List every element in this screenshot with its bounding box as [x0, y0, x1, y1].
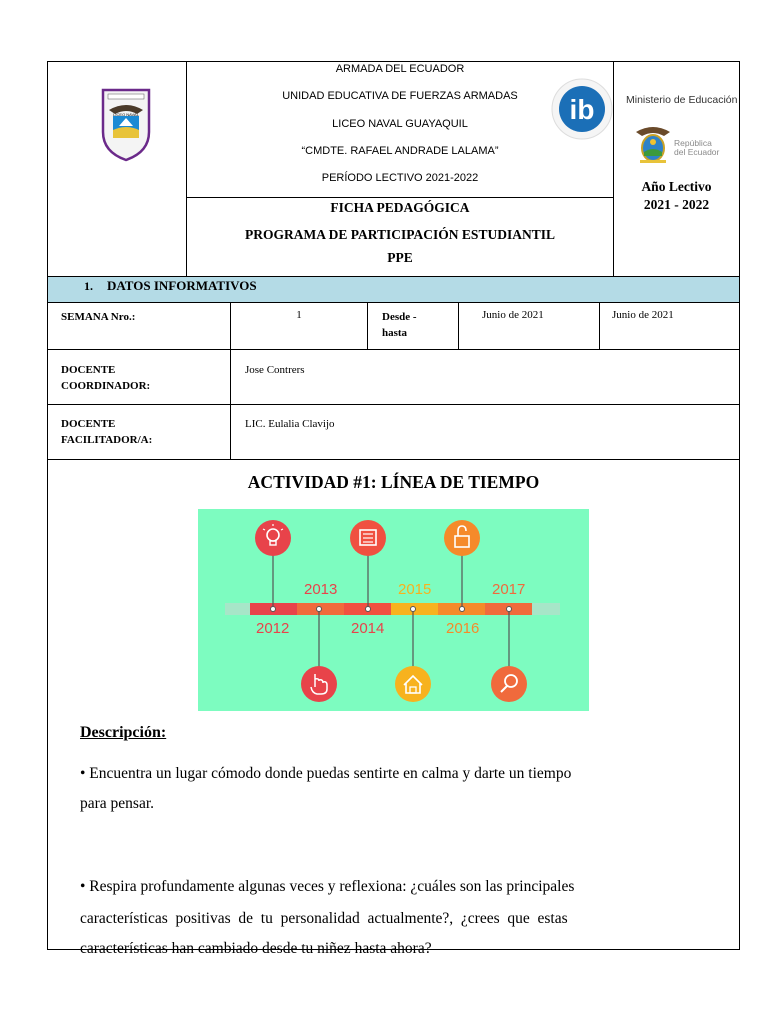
bullet-2-line-3: características han cambiado desde tu niñez hasta ahora? [80, 940, 432, 957]
docente-facilitador-label-1: DOCENTE [61, 418, 116, 430]
desde-hasta-label-1: Desde - [382, 311, 417, 323]
programa-title: PROGRAMA DE PARTICIPACIÓN ESTUDIANTIL [245, 227, 555, 242]
home-icon [395, 666, 431, 702]
desde-value: Junio de 2021 [482, 309, 544, 321]
header-line-4: “CMDTE. RAFAEL ANDRADE LALAMA” [301, 145, 499, 157]
anio-lectivo-label: Año Lectivo [641, 179, 712, 194]
ib-logo [545, 78, 615, 140]
section-number: 1. [84, 279, 93, 293]
ministerio-label: Ministerio de Educación [626, 94, 738, 106]
lightbulb-icon [255, 520, 291, 556]
year-label-2015: 2015 [398, 581, 432, 598]
header-line-2: UNIDAD EDUCATIVA DE FUERZAS ARMADAS [282, 90, 518, 102]
header-line-1: ARMADA DEL ECUADOR [335, 63, 465, 75]
ficha-title: FICHA PEDAGÓGICA [330, 200, 470, 215]
desde-hasta-label-2: hasta [382, 327, 408, 339]
header-line-5: PERÍODO LECTIVO 2021-2022 [321, 172, 479, 184]
timeline-image [198, 509, 589, 711]
description-heading: Descripción: [80, 724, 167, 741]
header-line-3: LICEO NAVAL GUAYAQUIL [332, 118, 468, 130]
year-label-2013: 2013 [304, 581, 338, 598]
ib-logo-text: ib [569, 94, 595, 125]
year-label-2017: 2017 [492, 581, 526, 598]
ppe-title: PPE [387, 250, 413, 265]
ecuador-coat-of-arms [634, 124, 672, 164]
activity-title: ACTIVIDAD #1: LÍNEA DE TIEMPO [247, 472, 540, 492]
republica-label-1: República [674, 138, 712, 148]
hand-pointer-icon [301, 666, 337, 702]
section-title: DATOS INFORMATIVOS [107, 278, 257, 293]
anio-lectivo-value: 2021 - 2022 [643, 197, 710, 212]
hasta-value: Junio de 2021 [612, 309, 674, 321]
semana-label: SEMANA Nro.: [61, 311, 136, 323]
republica-label-2: del Ecuador [674, 147, 720, 157]
semana-value: 1 [296, 309, 302, 321]
docente-facilitador-value: LIC. Eulalia Clavijo [245, 418, 335, 430]
bullet-1-line-1: • Encuentra un lugar cómodo donde puedas sentirte en calma y darte un tiempo [80, 765, 572, 782]
bullet-2-line-1: • Respira profundamente algunas veces y reflexiona: ¿cuáles son las principales [80, 878, 575, 895]
bullet-1-line-2: para pensar. [80, 795, 155, 812]
unlock-icon [444, 520, 480, 556]
year-label-2014: 2014 [351, 620, 385, 637]
section-header [48, 277, 739, 302]
search-icon [491, 666, 527, 702]
docente-coordinador-label-2: COORDINADOR: [61, 380, 151, 392]
newspaper-icon [350, 520, 386, 556]
bullet-2-line-2: características positivas de tu personalidad actualmente?, ¿crees que estas [80, 910, 568, 927]
docente-coordinador-label-1: DOCENTE [61, 364, 116, 376]
school-logo [99, 86, 153, 162]
year-label-2012: 2012 [256, 620, 290, 637]
year-label-2016: 2016 [446, 620, 480, 637]
docente-facilitador-label-2: FACILITADOR/A: [61, 434, 153, 446]
logo-text: LICEO NAVAL [113, 112, 139, 117]
docente-coordinador-value: Jose Contrers [245, 364, 305, 376]
